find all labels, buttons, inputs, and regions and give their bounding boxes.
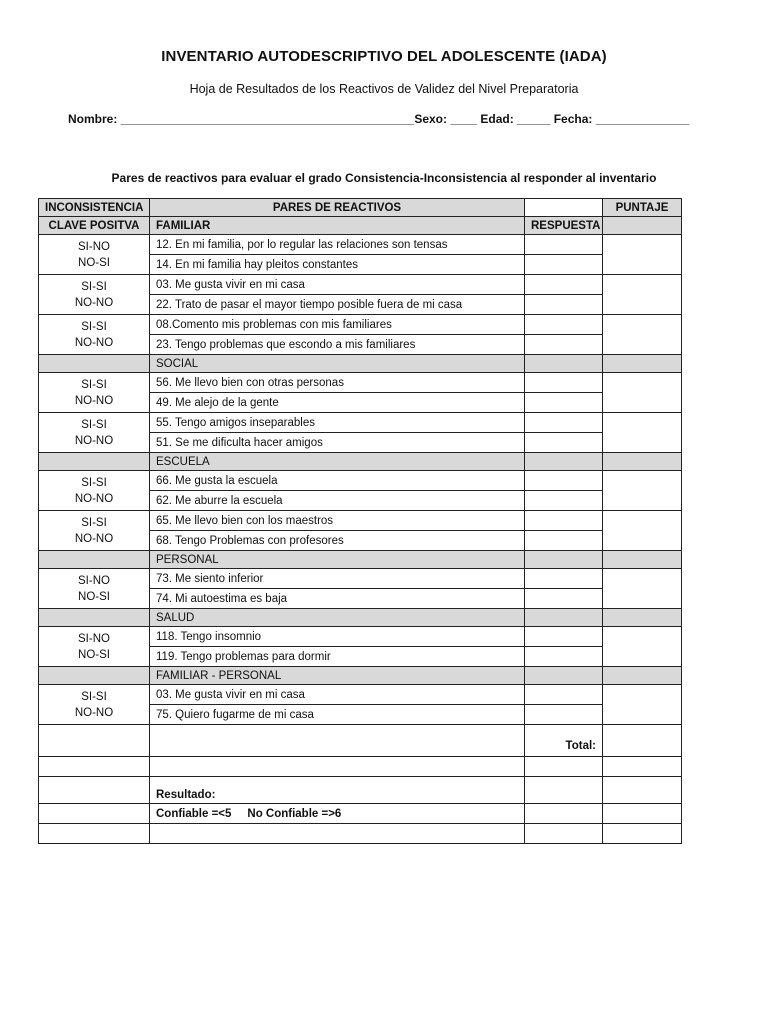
section-blank (603, 609, 682, 627)
item-cell: 12. En mi familia, por lo regular las relaciones son tensas (150, 235, 525, 255)
item-cell: 51. Se me dificulta hacer amigos (150, 433, 525, 453)
table-row (39, 315, 682, 335)
section-blank (525, 609, 603, 627)
key-cell: SI-SI NO-NO (39, 315, 150, 355)
table-row (39, 569, 682, 589)
section-escuela: ESCUELA (150, 453, 525, 471)
respuesta-cell[interactable] (525, 235, 603, 255)
instructions-text: Pares de reactivos para evaluar el grado Consistencia-Inconsistencia al responder al inventario (111, 171, 657, 185)
respuesta-cell[interactable] (525, 569, 603, 589)
section-blank (39, 355, 150, 373)
table-row (39, 373, 682, 393)
respuesta-cell[interactable] (525, 373, 603, 393)
header-inconsistencia: INCONSISTENCIA (39, 199, 150, 217)
respuesta-cell[interactable] (525, 511, 603, 531)
item-cell: 118. Tengo insomnio (150, 627, 525, 647)
puntaje-cell[interactable] (603, 275, 682, 315)
key-cell: SI-SI NO-NO (39, 685, 150, 725)
section-familiar: FAMILIAR (150, 217, 525, 235)
resultado-blank (39, 777, 150, 804)
section-row (39, 453, 682, 471)
total-value-cell[interactable] (603, 725, 682, 757)
item-cell: 22. Trato de pasar el mayor tiempo posible fuera de mi casa (150, 295, 525, 315)
header-blank (525, 199, 603, 217)
header-puntaje-blank (603, 217, 682, 235)
blank-cell (39, 757, 150, 777)
document-subtitle: Hoja de Resultados de los Reactivos de Validez del Nivel Preparatoria (189, 82, 579, 96)
puntaje-cell[interactable] (603, 235, 682, 275)
blank-row (39, 757, 682, 777)
key-cell: SI-NO NO-SI (39, 235, 150, 275)
item-cell: 23. Tengo problemas que escondo a mis familiares (150, 335, 525, 355)
puntaje-cell[interactable] (603, 627, 682, 667)
puntaje-cell[interactable] (603, 471, 682, 511)
section-row (39, 355, 682, 373)
respuesta-cell[interactable] (525, 255, 603, 275)
table-row (39, 511, 682, 531)
section-blank (525, 355, 603, 373)
item-cell: 66. Me gusta la escuela (150, 471, 525, 491)
resultado-value-cell[interactable] (603, 777, 682, 804)
results-table (38, 198, 682, 844)
item-cell: 74. Mi autoestima es baja (150, 589, 525, 609)
item-cell: 75. Quiero fugarme de mi casa (150, 705, 525, 725)
total-blank (39, 725, 150, 757)
header-clave: CLAVE POSITVA (39, 217, 150, 235)
respuesta-cell[interactable] (525, 491, 603, 511)
puntaje-cell[interactable] (603, 569, 682, 609)
item-cell: 55. Tengo amigos inseparables (150, 413, 525, 433)
section-row (39, 667, 682, 685)
puntaje-cell[interactable] (603, 315, 682, 355)
section-blank (39, 551, 150, 569)
section-row (39, 609, 682, 627)
item-cell: 73. Me siento inferior (150, 569, 525, 589)
item-cell: 119. Tengo problemas para dormir (150, 647, 525, 667)
respuesta-cell[interactable] (525, 647, 603, 667)
blank-cell (525, 757, 603, 777)
item-cell: 65. Me llevo bien con los maestros (150, 511, 525, 531)
table-row (39, 275, 682, 295)
key-cell: SI-NO NO-SI (39, 569, 150, 609)
blank-cell (150, 757, 525, 777)
table-row (39, 685, 682, 705)
criterio-blank (525, 804, 603, 824)
respuesta-cell[interactable] (525, 295, 603, 315)
section-blank (525, 551, 603, 569)
respuesta-cell[interactable] (525, 335, 603, 355)
respuesta-cell[interactable] (525, 315, 603, 335)
table-row (39, 413, 682, 433)
section-salud: SALUD (150, 609, 525, 627)
item-cell: 03. Me gusta vivir en mi casa (150, 275, 525, 295)
item-cell: 08.Comento mis problemas con mis familiares (150, 315, 525, 335)
respuesta-cell[interactable] (525, 705, 603, 725)
criterio-row (39, 804, 682, 824)
respuesta-cell[interactable] (525, 531, 603, 551)
section-blank (525, 667, 603, 685)
section-familiar-personal: FAMILIAR - PERSONAL (150, 667, 525, 685)
respuesta-cell[interactable] (525, 627, 603, 647)
resultado-label: Resultado: (150, 777, 525, 804)
respuesta-cell[interactable] (525, 685, 603, 705)
item-cell: 49. Me alejo de la gente (150, 393, 525, 413)
section-social: SOCIAL (150, 355, 525, 373)
resultado-blank (525, 777, 603, 804)
total-label: Total: (525, 725, 603, 757)
blank-cell (39, 824, 150, 844)
item-cell: 56. Me llevo bien con otras personas (150, 373, 525, 393)
section-blank (39, 609, 150, 627)
header-pares: PARES DE REACTIVOS (150, 199, 525, 217)
blank-cell (525, 824, 603, 844)
section-blank (39, 667, 150, 685)
item-cell: 62. Me aburre la escuela (150, 491, 525, 511)
respuesta-cell[interactable] (525, 471, 603, 491)
blank-cell (603, 824, 682, 844)
respuesta-cell[interactable] (525, 413, 603, 433)
header-respuesta: RESPUESTA (525, 217, 603, 235)
blank-cell (150, 824, 525, 844)
resultado-row (39, 777, 682, 804)
puntaje-cell[interactable] (603, 511, 682, 551)
respuesta-cell[interactable] (525, 393, 603, 413)
section-blank (603, 667, 682, 685)
key-cell: SI-SI NO-NO (39, 413, 150, 453)
section-blank (603, 355, 682, 373)
blank-cell (603, 757, 682, 777)
puntaje-cell[interactable] (603, 413, 682, 453)
item-cell: 68. Tengo Problemas con profesores (150, 531, 525, 551)
item-cell: 03. Me gusta vivir en mi casa (150, 685, 525, 705)
table-header-row (39, 199, 682, 217)
total-row (39, 725, 682, 757)
section-blank (603, 551, 682, 569)
section-blank (525, 453, 603, 471)
criterio-text: Confiable =<5 No Confiable =>6 (150, 804, 525, 824)
table-row (39, 235, 682, 255)
table-row (39, 471, 682, 491)
section-row (39, 551, 682, 569)
section-blank (603, 453, 682, 471)
blank-row (39, 824, 682, 844)
respuesta-cell[interactable] (525, 433, 603, 453)
table-row (39, 627, 682, 647)
section-personal: PERSONAL (150, 551, 525, 569)
key-cell: SI-NO NO-SI (39, 627, 150, 667)
puntaje-cell[interactable] (603, 373, 682, 413)
respuesta-cell[interactable] (525, 275, 603, 295)
key-cell: SI-SI NO-NO (39, 373, 150, 413)
item-cell: 14. En mi familia hay pleitos constantes (150, 255, 525, 275)
respuesta-cell[interactable] (525, 589, 603, 609)
puntaje-cell[interactable] (603, 685, 682, 725)
total-blank (150, 725, 525, 757)
criterio-blank (603, 804, 682, 824)
criterio-blank (39, 804, 150, 824)
header-puntaje: PUNTAJE (603, 199, 682, 217)
document-title: INVENTARIO AUTODESCRIPTIVO DEL ADOLESCENTE (IADA) (161, 48, 607, 65)
key-cell: SI-SI NO-NO (39, 511, 150, 551)
section-blank (39, 453, 150, 471)
table-subheader-row (39, 217, 682, 235)
key-cell: SI-SI NO-NO (39, 275, 150, 315)
respondent-fields-line: Nombre: ____________________________________________Sexo: ____ Edad: _____ Fecha: ______________ (68, 112, 690, 126)
key-cell: SI-SI NO-NO (39, 471, 150, 511)
